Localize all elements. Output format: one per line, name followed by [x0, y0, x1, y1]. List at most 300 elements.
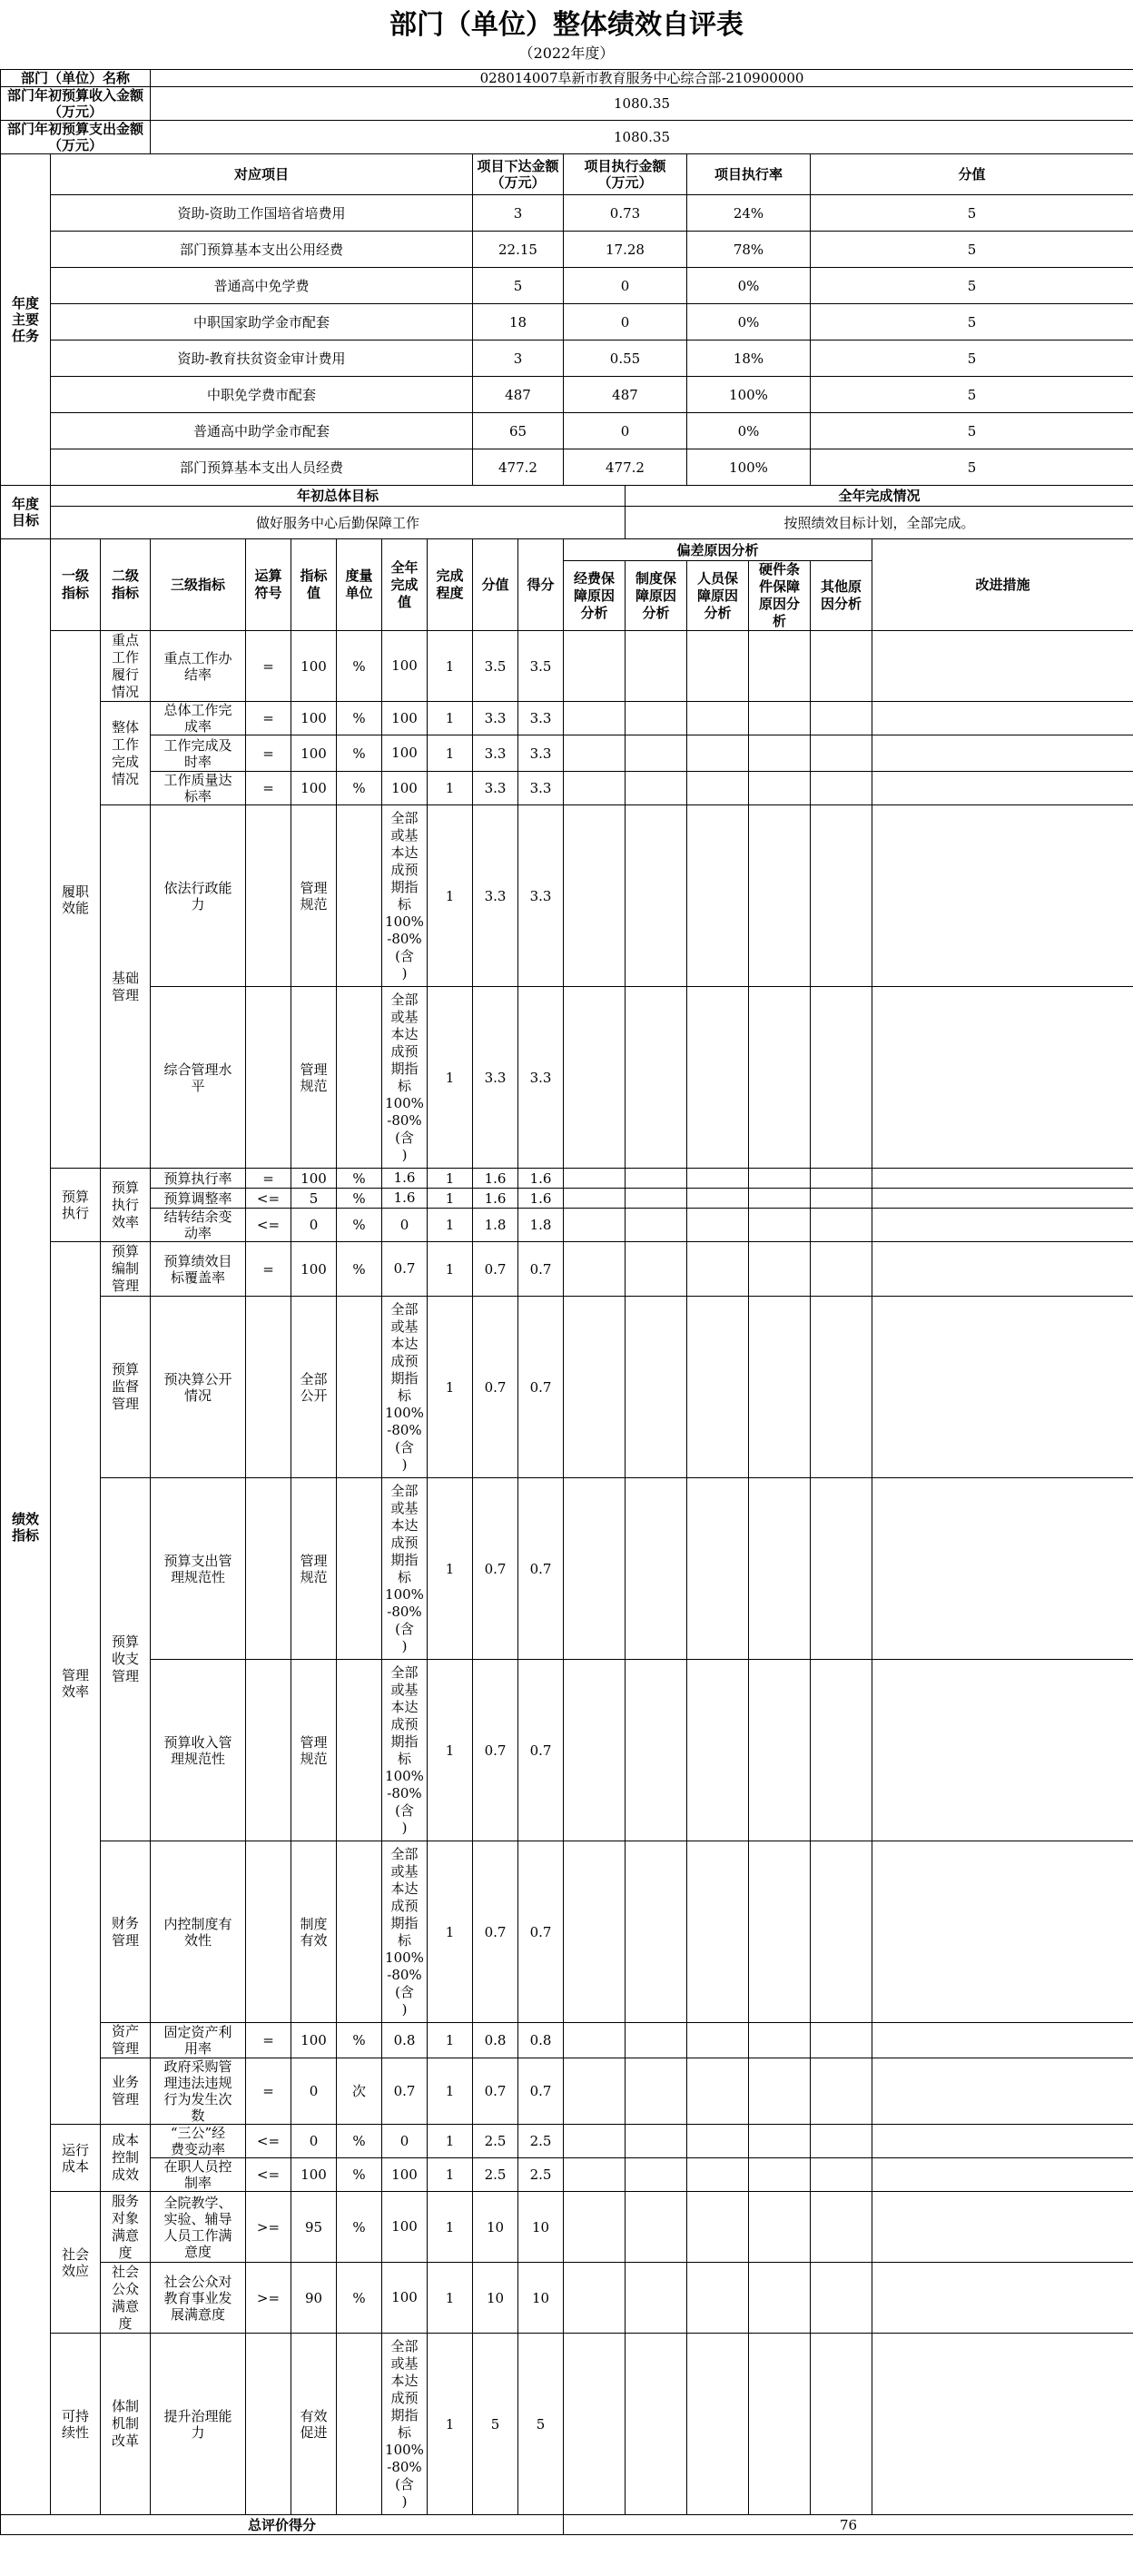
improve-header: 改进措施	[872, 539, 1133, 631]
deviation-cell	[687, 2023, 749, 2058]
indicator-cell: 1	[428, 2158, 473, 2192]
improve-cell	[872, 1169, 1133, 1189]
deviation-cell	[811, 2158, 872, 2192]
indicator-cell: <=	[246, 1189, 291, 1209]
deviation-cell	[687, 2263, 749, 2334]
indicator-cell: 管理 规范	[291, 1660, 337, 1841]
indicator-cell: 1	[428, 735, 473, 772]
indicator-cell: %	[337, 772, 382, 805]
task-project-name: 资助-教育扶贫资金审计费用	[51, 341, 473, 377]
indicator-cell: 5	[291, 1189, 337, 1209]
level3-indicator: 社会公众对 教育事业发 展满意度	[151, 2263, 246, 2334]
improve-cell	[872, 805, 1133, 987]
deviation-cell	[749, 2125, 811, 2158]
indicator-cell: 0.7	[473, 1841, 518, 2023]
deviation-cell	[811, 2192, 872, 2263]
task-cell: 5	[811, 232, 1133, 268]
indicator-cell: 1	[428, 1169, 473, 1189]
deviation-cell	[749, 1209, 811, 1242]
deviation-cell	[626, 631, 687, 702]
level2-indicator: 预算 收支 管理	[101, 1478, 151, 1841]
indicator-cell: 90	[291, 2263, 337, 2334]
indicator-cell	[246, 987, 291, 1169]
deviation-cell	[564, 2192, 626, 2263]
indicator-header-operator: 运算 符号	[246, 539, 291, 631]
dept-name-label: 部门（单位）名称	[1, 70, 151, 87]
deviation-cell	[811, 2058, 872, 2125]
improve-cell	[872, 2192, 1133, 2263]
level1-indicator: 履职 效能	[51, 631, 101, 1169]
deviation-cell	[811, 1189, 872, 1209]
deviation-cell	[687, 1478, 749, 1660]
indicator-cell: 0.7	[382, 2058, 428, 2125]
indicator-cell: 0.8	[382, 2023, 428, 2058]
indicator-cell: 100	[382, 702, 428, 735]
deviation-cell	[626, 2263, 687, 2334]
indicator-cell	[246, 1297, 291, 1478]
improve-cell	[872, 1478, 1133, 1660]
indicator-cell: 全部 或基 本达 成预 期指 标 100% -80% (含 )	[382, 805, 428, 987]
indicator-cell: 2.5	[473, 2125, 518, 2158]
indicator-cell: 3.5	[473, 631, 518, 702]
deviation-cell	[564, 2125, 626, 2158]
indicator-cell: 0.7	[473, 2058, 518, 2125]
improve-cell	[872, 1242, 1133, 1297]
deviation-cell	[749, 1169, 811, 1189]
indicator-cell	[337, 2334, 382, 2515]
task-cell: 5	[811, 377, 1133, 413]
indicator-cell: 0.7	[518, 1660, 564, 1841]
indicator-cell: 1	[428, 2192, 473, 2263]
indicator-cell: %	[337, 1169, 382, 1189]
indicator-cell: 100	[291, 1242, 337, 1297]
deviation-cell	[811, 702, 872, 735]
task-cell: 0	[564, 413, 687, 449]
deviation-cell	[811, 772, 872, 805]
deviation-cell	[626, 735, 687, 772]
indicator-cell: %	[337, 2158, 382, 2192]
indicator-cell: 3.3	[473, 987, 518, 1169]
improve-cell	[872, 1660, 1133, 1841]
deviation-subheader: 其他原 因分析	[811, 561, 872, 631]
deviation-cell	[749, 2023, 811, 2058]
indicator-cell: 10	[518, 2192, 564, 2263]
indicator-cell: 100	[291, 702, 337, 735]
indicator-cell: 100	[382, 2192, 428, 2263]
indicator-cell: 100	[382, 772, 428, 805]
indicator-header-unit: 度量 单位	[337, 539, 382, 631]
indicator-cell: =	[246, 631, 291, 702]
deviation-cell	[749, 1478, 811, 1660]
indicator-cell: 3.3	[473, 702, 518, 735]
deviation-subheader: 制度保 障原因 分析	[626, 561, 687, 631]
improve-cell	[872, 1297, 1133, 1478]
indicator-cell: 100	[291, 735, 337, 772]
task-cell: 0	[564, 304, 687, 341]
deviation-cell	[687, 1189, 749, 1209]
indicator-cell: %	[337, 735, 382, 772]
deviation-cell	[626, 1841, 687, 2023]
indicator-cell: 0.7	[473, 1478, 518, 1660]
deviation-cell	[749, 735, 811, 772]
task-cell: 477.2	[473, 449, 564, 486]
improve-cell	[872, 2125, 1133, 2158]
level3-indicator: 预决算公开 情况	[151, 1297, 246, 1478]
income-value: 1080.35	[151, 87, 1133, 121]
deviation-cell	[687, 987, 749, 1169]
task-cell: 100%	[687, 449, 811, 486]
indicator-cell	[337, 1478, 382, 1660]
tasks-header: 对应项目	[51, 154, 473, 195]
indicators-section-label: 绩效 指标	[1, 539, 51, 2515]
indicator-cell: %	[337, 2263, 382, 2334]
level2-indicator: 基础 管理	[101, 805, 151, 1169]
level3-indicator: 全院教学、 实验、辅导 人员工作满 意度	[151, 2192, 246, 2263]
deviation-cell	[749, 2158, 811, 2192]
indicator-cell: 0.7	[518, 1242, 564, 1297]
indicator-cell: 次	[337, 2058, 382, 2125]
indicator-cell: 1	[428, 1297, 473, 1478]
indicator-cell: 3.3	[473, 772, 518, 805]
deviation-cell	[626, 1660, 687, 1841]
indicator-cell: 3.3	[473, 805, 518, 987]
evaluation-table	[0, 69, 1133, 2535]
level2-indicator: 重点 工作 履行 情况	[101, 631, 151, 702]
indicator-cell: 5	[473, 2334, 518, 2515]
indicator-cell: 0	[291, 1209, 337, 1242]
deviation-cell	[811, 631, 872, 702]
indicator-cell: =	[246, 1242, 291, 1297]
income-label: 部门年初预算收入金额（万元）	[1, 87, 151, 121]
task-cell: 18%	[687, 341, 811, 377]
task-cell: 100%	[687, 377, 811, 413]
level1-indicator: 可持 续性	[51, 2334, 101, 2515]
improve-cell	[872, 2058, 1133, 2125]
task-project-name: 普通高中免学费	[51, 268, 473, 304]
deviation-cell	[811, 2263, 872, 2334]
indicator-header-score: 得分	[518, 539, 564, 631]
deviation-cell	[811, 1478, 872, 1660]
level3-indicator: 结转结余变 动率	[151, 1209, 246, 1242]
indicator-cell: 0	[291, 2058, 337, 2125]
indicator-cell	[337, 987, 382, 1169]
indicator-cell	[337, 1297, 382, 1478]
indicator-cell: 0.7	[518, 1478, 564, 1660]
deviation-cell	[811, 1242, 872, 1297]
deviation-cell	[687, 772, 749, 805]
level3-indicator: 政府采购管 理违法违规 行为发生次 数	[151, 2058, 246, 2125]
indicator-cell: 1	[428, 702, 473, 735]
deviation-cell	[687, 1660, 749, 1841]
improve-cell	[872, 772, 1133, 805]
level1-indicator: 预算 执行	[51, 1169, 101, 1242]
indicator-cell: 全部 或基 本达 成预 期指 标 100% -80% (含 )	[382, 2334, 428, 2515]
indicator-cell: 1.6	[518, 1169, 564, 1189]
level3-indicator: 内控制度有 效性	[151, 1841, 246, 2023]
indicator-header-level2: 二级 指标	[101, 539, 151, 631]
indicator-cell: =	[246, 702, 291, 735]
deviation-cell	[749, 805, 811, 987]
improve-cell	[872, 631, 1133, 702]
dept-name-value: 028014007阜新市教育服务中心综合部-210900000	[151, 70, 1133, 87]
level1-indicator: 社会 效应	[51, 2192, 101, 2334]
improve-cell	[872, 1841, 1133, 2023]
task-cell: 5	[811, 195, 1133, 232]
indicator-cell: >=	[246, 2263, 291, 2334]
deviation-cell	[564, 2058, 626, 2125]
deviation-cell	[564, 1478, 626, 1660]
deviation-cell	[687, 2125, 749, 2158]
indicator-cell: 有效 促进	[291, 2334, 337, 2515]
indicator-cell: 1.6	[473, 1169, 518, 1189]
indicator-cell	[246, 1841, 291, 2023]
task-cell: 22.15	[473, 232, 564, 268]
deviation-cell	[626, 2125, 687, 2158]
indicator-cell: 100	[382, 2158, 428, 2192]
deviation-cell	[749, 1660, 811, 1841]
deviation-cell	[564, 2023, 626, 2058]
deviation-cell	[626, 1297, 687, 1478]
indicator-cell: 100	[291, 2158, 337, 2192]
indicator-cell: =	[246, 772, 291, 805]
indicator-cell: 1.6	[473, 1189, 518, 1209]
level3-indicator: 预算执行率	[151, 1169, 246, 1189]
deviation-cell	[626, 1478, 687, 1660]
indicator-cell: 1.8	[518, 1209, 564, 1242]
level3-indicator: 综合管理水 平	[151, 987, 246, 1169]
improve-cell	[872, 735, 1133, 772]
indicator-cell: 1	[428, 987, 473, 1169]
deviation-subheader: 经费保 障原因 分析	[564, 561, 626, 631]
indicator-cell: %	[337, 1209, 382, 1242]
level2-indicator: 预算 执行 效率	[101, 1169, 151, 1242]
indicator-cell: 全部 或基 本达 成预 期指 标 100% -80% (含 )	[382, 987, 428, 1169]
expense-label: 部门年初预算支出金额（万元）	[1, 121, 151, 154]
indicator-cell: 1	[428, 1478, 473, 1660]
improve-cell	[872, 2023, 1133, 2058]
task-cell: 3	[473, 195, 564, 232]
task-project-name: 资助-资助工作国培省培费用	[51, 195, 473, 232]
deviation-cell	[749, 702, 811, 735]
task-cell: 0%	[687, 304, 811, 341]
level3-indicator: 预算调整率	[151, 1189, 246, 1209]
level2-indicator: 预算 编制 管理	[101, 1242, 151, 1297]
indicator-cell: 1	[428, 631, 473, 702]
indicator-cell: 制度 有效	[291, 1841, 337, 2023]
indicator-cell: 0	[382, 1209, 428, 1242]
expense-value: 1080.35	[151, 121, 1133, 154]
indicator-cell: 100	[291, 772, 337, 805]
level3-indicator: 工作完成及 时率	[151, 735, 246, 772]
deviation-cell	[626, 2158, 687, 2192]
deviation-subheader: 硬件条 件保障 原因分 析	[749, 561, 811, 631]
level3-indicator: 总体工作完 成率	[151, 702, 246, 735]
deviation-cell	[564, 1841, 626, 2023]
indicator-cell: 0	[382, 2125, 428, 2158]
indicator-cell: 1	[428, 1841, 473, 2023]
task-project-name: 中职国家助学金市配套	[51, 304, 473, 341]
deviation-cell	[749, 2192, 811, 2263]
task-cell: 18	[473, 304, 564, 341]
tasks-header: 项目执行率	[687, 154, 811, 195]
deviation-cell	[811, 1169, 872, 1189]
task-cell: 5	[811, 413, 1133, 449]
indicator-cell: 3.3	[518, 702, 564, 735]
indicator-cell: 1.6	[382, 1189, 428, 1209]
task-cell: 0	[564, 268, 687, 304]
indicator-cell: 100	[382, 631, 428, 702]
indicator-cell: 100	[291, 631, 337, 702]
level3-indicator: 预算绩效目 标覆盖率	[151, 1242, 246, 1297]
deviation-cell	[564, 1242, 626, 1297]
task-cell: 477.2	[564, 449, 687, 486]
level2-indicator: 预算 监督 管理	[101, 1297, 151, 1478]
deviation-cell	[626, 1209, 687, 1242]
deviation-cell	[811, 2125, 872, 2158]
task-project-name: 中职免学费市配套	[51, 377, 473, 413]
indicator-cell	[246, 805, 291, 987]
deviation-cell	[564, 772, 626, 805]
deviation-cell	[811, 987, 872, 1169]
improve-cell	[872, 702, 1133, 735]
level2-indicator: 资产 管理	[101, 2023, 151, 2058]
indicator-header-level3: 三级指标	[151, 539, 246, 631]
deviation-cell	[564, 1660, 626, 1841]
indicator-cell: %	[337, 2023, 382, 2058]
improve-cell	[872, 1209, 1133, 1242]
deviation-cell	[564, 1297, 626, 1478]
indicator-cell: <=	[246, 1209, 291, 1242]
indicator-cell: 1	[428, 1660, 473, 1841]
indicator-cell: 5	[518, 2334, 564, 2515]
deviation-cell	[687, 735, 749, 772]
level3-indicator: 预算收入管 理规范性	[151, 1660, 246, 1841]
deviation-cell	[749, 772, 811, 805]
task-cell: 5	[811, 268, 1133, 304]
task-project-name: 部门预算基本支出人员经费	[51, 449, 473, 486]
deviation-cell	[687, 2334, 749, 2515]
deviation-cell	[626, 2192, 687, 2263]
task-cell: 0.73	[564, 195, 687, 232]
deviation-cell	[626, 1169, 687, 1189]
indicator-cell: >=	[246, 2192, 291, 2263]
task-cell: 487	[564, 377, 687, 413]
deviation-cell	[564, 735, 626, 772]
indicator-cell: %	[337, 2192, 382, 2263]
indicator-cell: 3.3	[473, 735, 518, 772]
indicator-header-target: 指标 值	[291, 539, 337, 631]
deviation-cell	[564, 1169, 626, 1189]
deviation-cell	[811, 1841, 872, 2023]
task-cell: 0%	[687, 268, 811, 304]
indicator-cell: 3.5	[518, 631, 564, 702]
indicator-cell: %	[337, 2125, 382, 2158]
goals-initial-header: 年初总体目标	[51, 486, 626, 507]
indicator-cell: 2.5	[473, 2158, 518, 2192]
level2-indicator: 整体 工作 完成 情况	[101, 702, 151, 805]
indicator-cell: 1	[428, 1189, 473, 1209]
level3-indicator: “三公”经 费变动率	[151, 2125, 246, 2158]
total-score-label: 总评价得分	[1, 2515, 564, 2535]
indicator-cell: 全部 或基 本达 成预 期指 标 100% -80% (含 )	[382, 1478, 428, 1660]
deviation-cell	[564, 1189, 626, 1209]
deviation-cell	[626, 772, 687, 805]
indicator-cell: 1	[428, 2125, 473, 2158]
level3-indicator: 预算支出管 理规范性	[151, 1478, 246, 1660]
indicator-cell: 2.5	[518, 2125, 564, 2158]
deviation-cell	[687, 631, 749, 702]
level2-indicator: 财务 管理	[101, 1841, 151, 2023]
indicator-header-level1: 一级 指标	[51, 539, 101, 631]
deviation-cell	[749, 1841, 811, 2023]
indicator-header-degree: 完成 程度	[428, 539, 473, 631]
tasks-header: 项目执行金额 （万元）	[564, 154, 687, 195]
improve-cell	[872, 987, 1133, 1169]
indicator-cell: 3.3	[518, 987, 564, 1169]
indicator-cell: 100	[382, 2263, 428, 2334]
goals-completion-value: 按照绩效目标计划，全部完成。	[626, 507, 1133, 539]
indicator-cell: 0.7	[518, 2058, 564, 2125]
deviation-cell	[749, 1189, 811, 1209]
indicator-cell: 1	[428, 2023, 473, 2058]
indicator-cell	[246, 1478, 291, 1660]
deviation-cell	[564, 2334, 626, 2515]
task-cell: 65	[473, 413, 564, 449]
deviation-cell	[564, 2263, 626, 2334]
level2-indicator: 服务 对象 满意 度	[101, 2192, 151, 2263]
indicator-cell: 1.6	[518, 1189, 564, 1209]
improve-cell	[872, 1189, 1133, 1209]
deviation-cell	[749, 1242, 811, 1297]
indicator-cell: =	[246, 735, 291, 772]
indicator-cell: 100	[291, 1169, 337, 1189]
deviation-cell	[687, 1209, 749, 1242]
indicator-cell: 10	[473, 2192, 518, 2263]
page-subtitle: （2022年度）	[518, 44, 615, 62]
improve-cell	[872, 2334, 1133, 2515]
indicator-cell: 1.8	[473, 1209, 518, 1242]
indicator-cell: 1	[428, 1242, 473, 1297]
deviation-subheader: 人员保 障原因 分析	[687, 561, 749, 631]
tasks-header: 项目下达金额 （万元）	[473, 154, 564, 195]
indicator-cell: %	[337, 1189, 382, 1209]
deviation-cell	[626, 2023, 687, 2058]
task-cell: 5	[473, 268, 564, 304]
deviation-cell	[626, 805, 687, 987]
indicator-cell: 全部 或基 本达 成预 期指 标 100% -80% (含 )	[382, 1297, 428, 1478]
tasks-section-label: 年度 主要 任务	[1, 154, 51, 486]
level3-indicator: 工作质量达 标率	[151, 772, 246, 805]
deviation-cell	[811, 1209, 872, 1242]
indicator-cell: 0.7	[473, 1660, 518, 1841]
deviation-cell	[687, 1841, 749, 2023]
deviation-cell	[564, 631, 626, 702]
indicator-cell: 0.8	[473, 2023, 518, 2058]
deviation-cell	[687, 805, 749, 987]
deviation-cell	[626, 2058, 687, 2125]
indicator-cell: 0.7	[473, 1297, 518, 1478]
level3-indicator: 依法行政能 力	[151, 805, 246, 987]
task-cell: 3	[473, 341, 564, 377]
task-cell: 24%	[687, 195, 811, 232]
indicator-cell	[337, 1841, 382, 2023]
deviation-cell	[811, 2023, 872, 2058]
indicator-cell	[337, 1660, 382, 1841]
deviation-cell	[811, 805, 872, 987]
task-cell: 5	[811, 449, 1133, 486]
indicator-cell: %	[337, 702, 382, 735]
deviation-cell	[687, 2058, 749, 2125]
